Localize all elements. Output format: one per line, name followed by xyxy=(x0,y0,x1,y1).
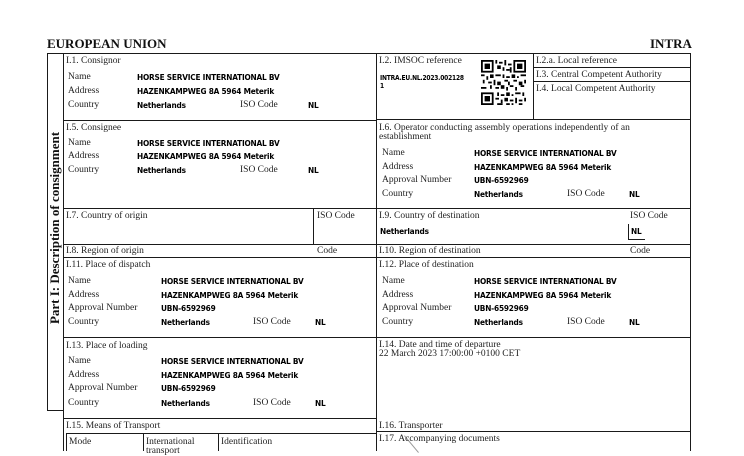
country-destination-iso: NL xyxy=(631,226,642,236)
consignor-name: HORSE SERVICE INTERNATIONAL BV xyxy=(137,72,280,82)
destination-name: HORSE SERVICE INTERNATIONAL BV xyxy=(474,276,617,286)
transporter-title: I.16. Transporter xyxy=(379,421,443,431)
operator-address: HAZENKAMPWEG 8A 5964 Meterik xyxy=(474,162,612,172)
country-origin-title: I.7. Country of origin xyxy=(66,211,148,221)
loading-iso-label: ISO Code xyxy=(253,398,291,408)
accompanying-documents-title: I.17. Accompanying documents xyxy=(379,434,500,444)
transport-intl-header-line1: International xyxy=(146,437,195,447)
dispatch-address: HAZENKAMPWEG 8A 5964 Meterik xyxy=(161,290,299,300)
consignee-name-label: Name xyxy=(68,138,91,148)
consignor-address: HAZENKAMPWEG 8A 5964 Meterik xyxy=(137,86,275,96)
operator-iso-label: ISO Code xyxy=(567,189,605,199)
operator-iso: NL xyxy=(629,189,640,199)
loading-name-label: Name xyxy=(68,356,91,366)
loading-country-label: Country xyxy=(68,398,100,408)
consignee-country-label: Country xyxy=(68,165,100,175)
consignee-iso: NL xyxy=(308,165,319,175)
destination-address: HAZENKAMPWEG 8A 5964 Meterik xyxy=(474,290,612,300)
consignor-title: I.1. Consignor xyxy=(66,56,121,66)
destination-address-label: Address xyxy=(382,290,414,300)
dispatch-country: Netherlands xyxy=(161,317,210,327)
loading-address: HAZENKAMPWEG 8A 5964 Meterik xyxy=(161,370,299,380)
operator-title-line1: I.6. Operator conducting assembly operations independently of an xyxy=(379,123,630,133)
consignor-country-label: Country xyxy=(68,100,100,110)
imsoc-ref-line2: 1 xyxy=(380,82,384,90)
local-authority-title: I.4. Local Competent Authority xyxy=(536,84,656,94)
dispatch-name-label: Name xyxy=(68,276,91,286)
destination-title: I.12. Place of destination xyxy=(379,260,474,270)
consignor-address-label: Address xyxy=(68,86,100,96)
region-origin-title: I.8. Region of origin xyxy=(66,246,144,256)
imsoc-ref-line1: INTRA.EU.NL.2023.002128 xyxy=(380,74,464,82)
loading-iso: NL xyxy=(315,398,326,408)
destination-country-label: Country xyxy=(382,317,414,327)
dispatch-iso-label: ISO Code xyxy=(253,317,291,327)
destination-iso: NL xyxy=(629,317,640,327)
operator-approval: UBN-6592969 xyxy=(474,175,529,185)
region-origin-code-label: Code xyxy=(317,246,338,256)
consignee-iso-label: ISO Code xyxy=(240,165,278,175)
dispatch-iso: NL xyxy=(315,317,326,327)
operator-country: Netherlands xyxy=(474,189,523,199)
consignor-iso-label: ISO Code xyxy=(240,100,278,110)
consignor-iso: NL xyxy=(308,100,319,110)
dispatch-approval: UBN-6592969 xyxy=(161,303,216,313)
operator-name-label: Name xyxy=(382,148,405,158)
means-transport-title: I.15. Means of Transport xyxy=(66,421,161,431)
central-authority-title: I.3. Central Competent Authority xyxy=(536,70,662,80)
consignee-name: HORSE SERVICE INTERNATIONAL BV xyxy=(137,138,280,148)
part-title: Part I: Description of consignment xyxy=(47,131,62,325)
dispatch-address-label: Address xyxy=(68,290,100,300)
country-destination-title: I.9. Country of destination xyxy=(379,211,480,221)
consignee-address-label: Address xyxy=(68,151,100,161)
transport-identification-header: Identification xyxy=(221,437,273,447)
country-destination: Netherlands xyxy=(380,226,429,236)
country-origin-iso-label: ISO Code xyxy=(317,211,355,221)
loading-title: I.13. Place of loading xyxy=(66,341,148,351)
transport-mode-header: Mode xyxy=(69,437,92,447)
loading-name: HORSE SERVICE INTERNATIONAL BV xyxy=(161,356,304,366)
destination-approval: UBN-6592969 xyxy=(474,303,529,313)
destination-approval-label: Approval Number xyxy=(382,303,452,313)
dispatch-approval-label: Approval Number xyxy=(68,303,138,313)
consignee-title: I.5. Consignee xyxy=(66,123,122,133)
loading-country: Netherlands xyxy=(161,398,210,408)
qr-code-icon xyxy=(481,60,526,105)
operator-title-line2: establishment xyxy=(379,132,432,142)
operator-country-label: Country xyxy=(382,189,414,199)
header-left: EUROPEAN UNION xyxy=(47,36,167,51)
dispatch-country-label: Country xyxy=(68,317,100,327)
region-destination-code-label: Code xyxy=(630,246,651,256)
loading-approval-label: Approval Number xyxy=(68,383,138,393)
country-destination-iso-label: ISO Code xyxy=(630,211,668,221)
operator-approval-label: Approval Number xyxy=(382,175,452,185)
consignor-name-label: Name xyxy=(68,72,91,82)
dispatch-title: I.11. Place of dispatch xyxy=(66,260,151,270)
region-destination-title: I.10. Region of destination xyxy=(379,246,481,256)
consignee-address: HAZENKAMPWEG 8A 5964 Meterik xyxy=(137,151,275,161)
imsoc-title: I.2. IMSOC reference xyxy=(379,56,462,66)
destination-name-label: Name xyxy=(382,276,405,286)
departure-title: I.14. Date and time of departure xyxy=(379,340,501,350)
dispatch-name: HORSE SERVICE INTERNATIONAL BV xyxy=(161,276,304,286)
consignor-country: Netherlands xyxy=(137,100,186,110)
consignee-country: Netherlands xyxy=(137,165,186,175)
loading-address-label: Address xyxy=(68,370,100,380)
operator-address-label: Address xyxy=(382,162,414,172)
local-reference-title: I.2.a. Local reference xyxy=(536,56,617,66)
departure-datetime: 22 March 2023 17:00:00 +0100 CET xyxy=(379,349,521,359)
loading-approval: UBN-6592969 xyxy=(161,383,216,393)
operator-name: HORSE SERVICE INTERNATIONAL BV xyxy=(474,148,617,158)
destination-country: Netherlands xyxy=(474,317,523,327)
header-right: INTRA xyxy=(650,36,692,51)
transport-intl-header-line2: transport xyxy=(146,446,180,456)
destination-iso-label: ISO Code xyxy=(567,317,605,327)
